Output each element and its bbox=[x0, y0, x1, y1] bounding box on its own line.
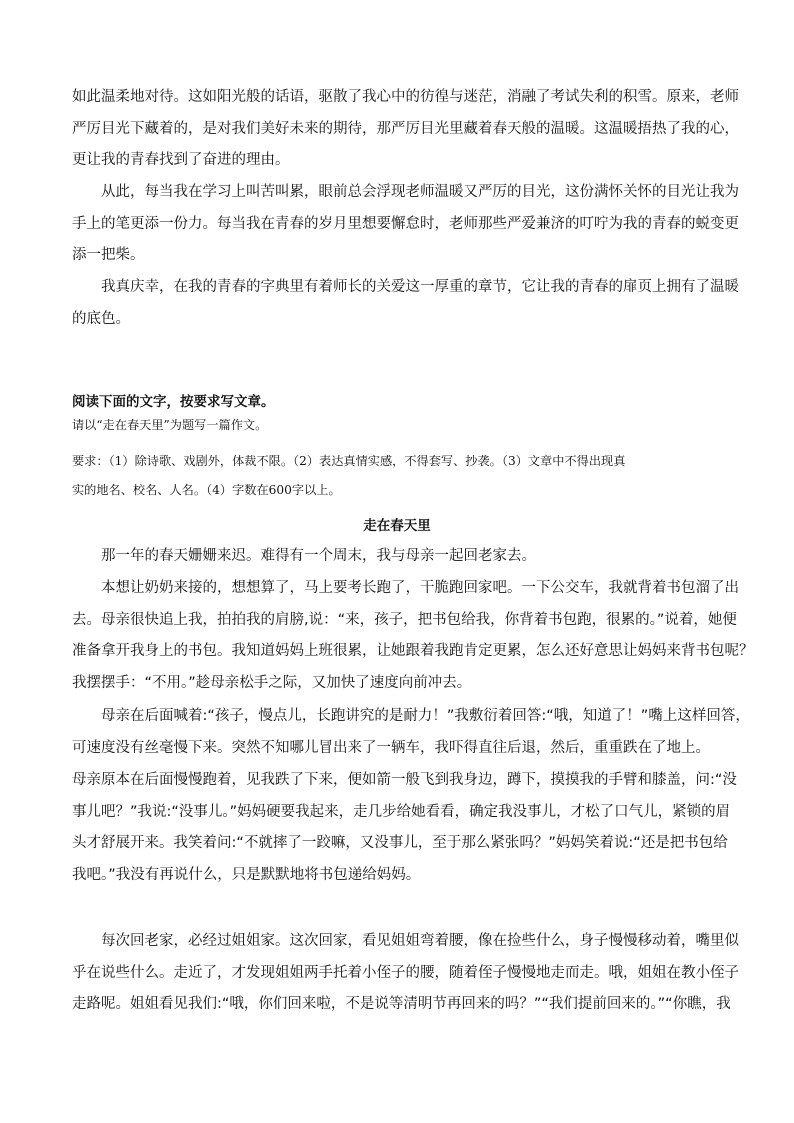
essay1-paragraph-b bbox=[72, 177, 739, 272]
text-line: 从此，每当我在学习上叫苦叫累，眼前总会浮现老师温暖又严厉的目光，这份满怀关怀的目光让我为 bbox=[72, 184, 739, 200]
text-line: 更让我的青春找到了奋进的理由。 bbox=[72, 152, 290, 168]
text-line: 严厉目光下藏着的，是对我们美好未来的期待，那严厉目光里藏着春天般的温暖。这温暖捂热了我的心， bbox=[72, 120, 739, 137]
essay2-title: 走在春天里 bbox=[363, 518, 431, 534]
text-line: 我真庆幸，在我的青春的字典里有着师长的关爱这一厚重的章节，它让我的青春的扉页上拥有了温暖 bbox=[72, 279, 739, 295]
text-line: 母亲在后面喊着:“孩子，慢点儿，长跑讲究的是耐力！”我敷衍着回答:“哦，知道了！”嘴上这样回答， bbox=[72, 708, 750, 724]
text-line: 走路呢。姐姐看见我们:“哦，你们回来啦，不是说等清明节再回来的吗？”“我们提前回来的。”“你瞧，我 bbox=[72, 996, 731, 1012]
text-line: 我摆摆手：“不用。”趁母亲松手之际，又加快了速度向前冲去。 bbox=[72, 674, 472, 691]
text-line: 乎在说些什么。走近了，才发现姐姐两手托着小侄子的腰，随着侄子慢慢地走而走。哦，姐姐在教小侄子 bbox=[72, 964, 739, 981]
text-line: 母亲原本在后面慢慢跑着，见我跌了下来，便如箭一般飞到我身边，蹲下，摸摸我的手臂和膝盖，问:“没 bbox=[72, 772, 737, 788]
essay1-paragraph-c bbox=[72, 272, 739, 335]
essay2-paragraph-4 bbox=[72, 765, 737, 891]
text-line: 头才舒展开来。我笑着问:“不就摔了一跤嘛，又没事儿，至于那么紧张吗？”妈妈笑着说:“还是把书包给 bbox=[72, 835, 728, 851]
essay2-paragraph-5 bbox=[72, 926, 739, 1021]
essay2-paragraph-2 bbox=[72, 573, 754, 699]
prompt-instruction: 请以“走在春天里”为题写一篇作文。 bbox=[72, 418, 268, 432]
text-line: 我吧。”我没有再说什么，只是默默地将书包递给妈妈。 bbox=[72, 866, 421, 883]
text-line: 添一把柴。 bbox=[72, 247, 145, 263]
text-line: 手上的笔更添一份力。每当我在青春的岁月里想要懈怠时，老师那些严爱兼济的叮咛为我的青春的蜕变更 bbox=[72, 215, 739, 232]
text-line: 去。母亲很快追上我，拍拍我的肩膀,说：“来，孩子，把书包给我，你背着书包跑，很累的。”说着，她便 bbox=[72, 611, 737, 628]
text-line: 可速度没有丝毫慢下来。突然不知哪儿冒出来了一辆车，我吓得直往后退，然后，重重跌在了地上。 bbox=[72, 739, 710, 756]
essay2-paragraph-1 bbox=[72, 541, 720, 573]
essay2-paragraph-3 bbox=[72, 701, 750, 764]
prompt-heading: 阅读下面的文字，按要求写文章。 bbox=[72, 394, 275, 410]
text-line: 的底色。 bbox=[72, 310, 130, 327]
prompt-requirements-line-2: 实的地名、校名、人名。（4）字数在600字以上。 bbox=[72, 483, 341, 497]
prompt-requirements-line-1: 要求：（1）除诗歌、戏剧外，体裁不限。（2）表达真情实感，不得套写、抄袭。（3）文章中不得出现真 bbox=[72, 454, 626, 468]
text-line: 如此温柔地对待。这如阳光般的话语，驱散了我心中的彷徨与迷茫，消融了考试失利的积雪。原来，老师 bbox=[72, 89, 739, 105]
text-line: 本想让奶奶来接的，想想算了，马上要考长跑了，干脆跑回家吧。一下公交车，我就背着书包溜了出 bbox=[72, 580, 739, 596]
essay1-paragraph-a bbox=[72, 82, 739, 177]
text-line: 每次回老家，必经过姐姐家。这次回家，看见姐姐弯着腰，像在捡些什么，身子慢慢移动着，嘴里似 bbox=[72, 933, 739, 949]
text-line: 事儿吧？”我说:“没事儿。”妈妈硬要我起来，走几步给她看看，确定我没事儿，才松了口气儿，紧锁的眉 bbox=[72, 803, 731, 820]
text-line: 准备拿开我身上的书包。我知道妈妈上班很累，让她跟着我跑肯定更累，怎么还好意思让妈妈来背书包呢？ bbox=[72, 643, 754, 659]
text-line: 那一年的春天姗姗来迟。难得有一个周末，我与母亲一起回老家去。 bbox=[72, 548, 536, 564]
